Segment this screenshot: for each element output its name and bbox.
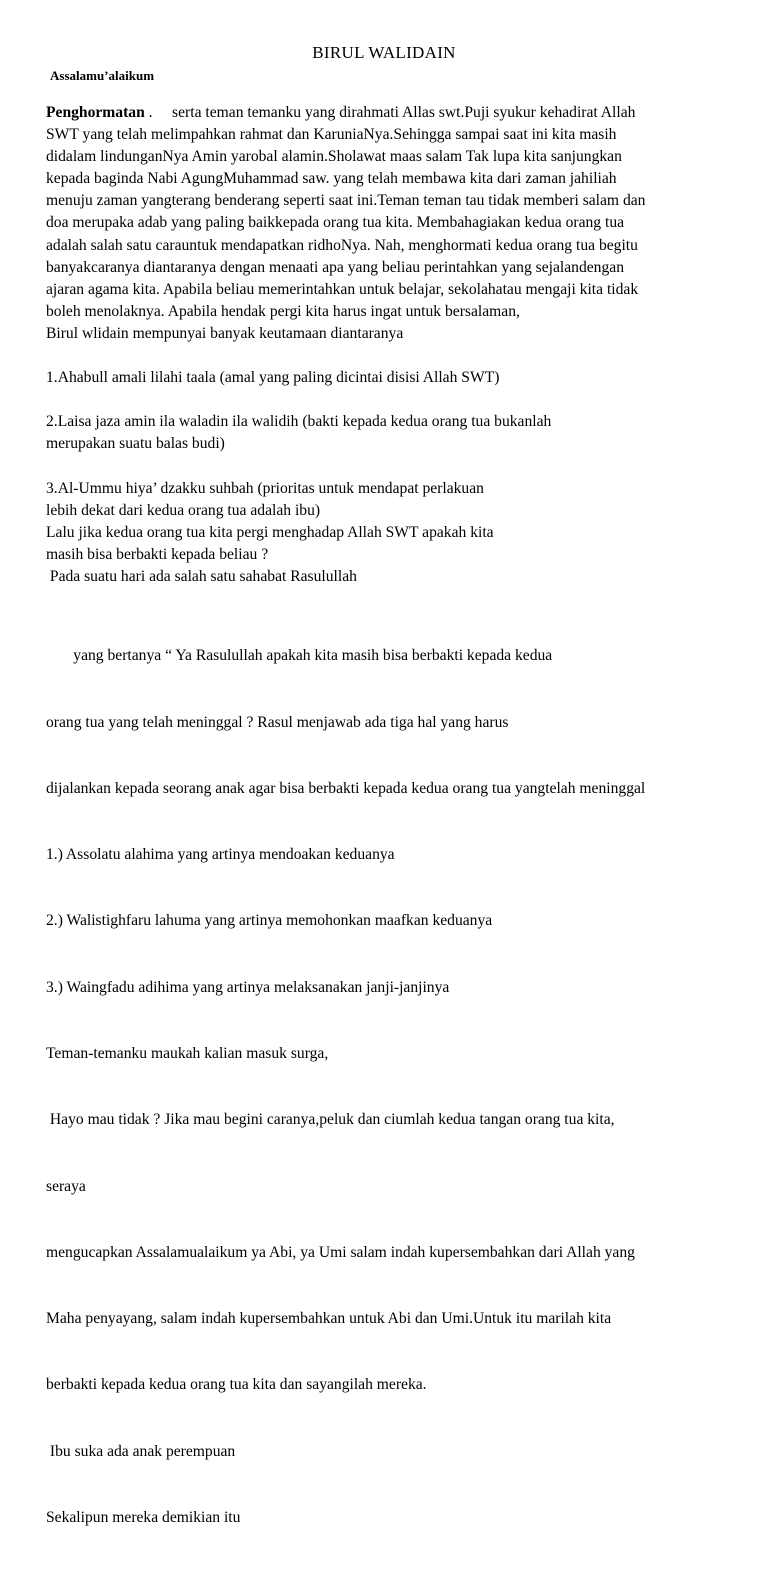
- paragraph-line: orang tua yang telah meninggal ? Rasul menjawab ada tiga hal yang harus: [46, 713, 509, 731]
- paragraph-closing: [46, 601, 736, 1573]
- paragraph-line: adalah salah satu carauntuk mendapatkan ridhoNya. Nah, menghormati kedua orang tua begitu: [46, 236, 638, 254]
- paragraph-line: SWT yang telah melimpahkan rahmat dan KaruniaNya.Sehingga sampai saat ini kita masih: [46, 126, 617, 144]
- paragraph-line: Teman-temanku maukah kalian masuk surga,: [46, 1044, 329, 1062]
- point-1: 1.Ahabull amali lilahi taala (amal yang paling dicintai disisi Allah SWT): [46, 369, 500, 387]
- spacer: [46, 389, 736, 411]
- opening-bold-word: Penghormatan: [46, 104, 145, 121]
- paragraph-line: banyakcaranya diantaranya dengan menaati apa yang beliau perintahkan yang sejalandengan: [46, 258, 624, 276]
- list-item-3: 3.) Waingfadu adihima yang artinya melaksanakan janji-janjinya: [46, 978, 450, 996]
- paragraph-line: boleh menolaknya. Apabila hendak pergi kita harus ingat untuk bersalaman,: [46, 302, 520, 320]
- paragraph-line: Birul wlidain mempunyai banyak keutamaan diantaranya: [46, 324, 404, 342]
- point-2: [46, 411, 736, 455]
- point-3-line: 3.Al-Ummu hiya’ dzakku suhbah (prioritas untuk mendapat perlakuan: [46, 479, 484, 497]
- point-3-line: masih bisa berbakti kepada beliau ?: [46, 545, 269, 563]
- point-3: [46, 478, 736, 588]
- paragraph-line: mengucapkan Assalamualaikum ya Abi, ya Umi salam indah kupersembahkan dari Allah yang: [46, 1243, 635, 1261]
- greeting: Assalamu’alaikum: [50, 68, 155, 83]
- paragraph-line: Maha penyayang, salam indah kupersembahkan untuk Abi dan Umi.Untuk itu marilah kita: [46, 1310, 612, 1328]
- paragraph-line: kepada baginda Nabi AgungMuhammad saw. yang telah membawa kita dari zaman jahiliah: [46, 170, 617, 188]
- paragraph-line: menuju zaman yangterang benderang seperti saat ini.Teman teman tau tidak memberi salam dan: [46, 192, 646, 210]
- point-2-line: 2.Laisa jaza amin ila waladin ila walidih (bakti kepada kedua orang tua bukanlah: [46, 413, 552, 431]
- spacer: [46, 345, 736, 367]
- opening-line-rest: . serta teman temanku yang dirahmati Allas swt.Puji syukur kehadirat Allah: [144, 104, 636, 121]
- spacer: [46, 588, 736, 601]
- paragraph-line: ajaran agama kita. Apabila beliau memerintahkan untuk belajar, sekolahatau mengaji kita tidak: [46, 280, 639, 298]
- paragraph-line: yang bertanya “ Ya Rasulullah apakah kita masih bisa berbakti kepada kedua: [46, 647, 553, 665]
- paragraph-line: dijalankan kepada seorang anak agar bisa berbakti kepada kedua orang tua yangtelah meninggal: [46, 779, 646, 797]
- point-2-line: merupakan suatu balas budi): [46, 435, 225, 453]
- point-3-line: Lalu jika kedua orang tua kita pergi menghadap Allah SWT apakah kita: [46, 523, 494, 541]
- point-3-line: lebih dekat dari kedua orang tua adalah ibu): [46, 501, 321, 519]
- paragraph-line: Ibu suka ada anak perempuan: [46, 1442, 236, 1460]
- document-body: [46, 102, 736, 1573]
- paragraph-line: doa merupaka adab yang paling baikkepada orang tua kita. Membahagiakan kedua orang tua: [46, 214, 625, 232]
- paragraph-line: didalam lindunganNya Amin yarobal alamin.Sholawat maas salam Tak lupa kita sanjungkan: [46, 148, 622, 166]
- document-title: BIRUL WALIDAIN: [312, 43, 456, 62]
- paragraph-line: berbakti kepada kedua orang tua kita dan sayangilah mereka.: [46, 1376, 427, 1394]
- list-item-1: 1.) Assolatu alahima yang artinya mendoakan keduanya: [46, 846, 395, 864]
- paragraph-line: seraya: [46, 1177, 86, 1195]
- spacer: [46, 456, 736, 478]
- paragraph-intro: [46, 124, 736, 345]
- opening-line: [46, 102, 736, 124]
- paragraph-line: Sekalipun mereka demikian itu: [46, 1508, 241, 1526]
- point-3-line: Pada suatu hari ada salah satu sahabat Rasulullah: [46, 567, 357, 585]
- paragraph-line: Hayo mau tidak ? Jika mau begini caranya,peluk dan ciumlah kedua tangan orang tua kita,: [46, 1111, 615, 1129]
- list-item-2: 2.) Walistighfaru lahuma yang artinya memohonkan maafkan keduanya: [46, 912, 493, 930]
